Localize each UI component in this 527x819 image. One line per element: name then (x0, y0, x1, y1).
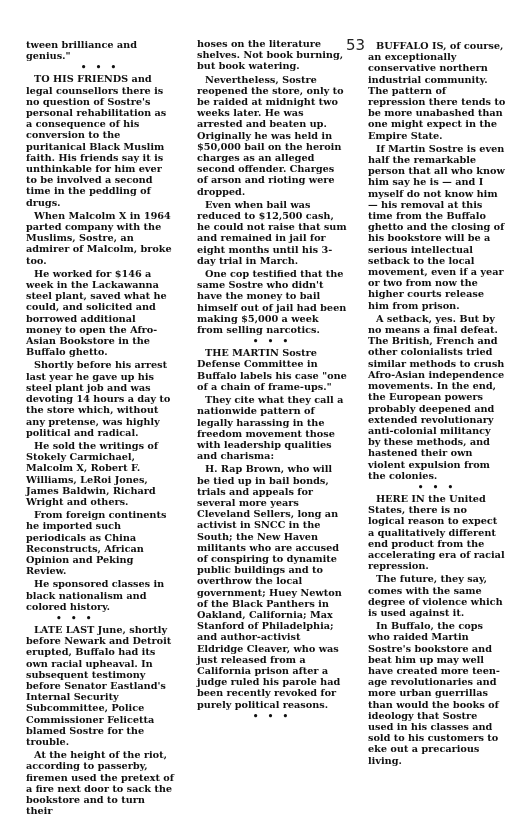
paragraph: From foreign continents he imported such periodicals as China Reconstructs, African Opinion and Peking Review. (26, 510, 167, 578)
paragraph-text: and legal counsellors there is no question of Sostre's personal rehabilitation as a consequence of his conversion to the puritanical Black Muslim faith. His friends say it is unthinkable for him ever to be involved a second time in the peddling of drugs. (26, 74, 167, 209)
paragraph: When Malcolm X in 1964 parted company with the Muslims, Sostre, an admirer of Malcolm, broke too. (26, 210, 172, 267)
paragraph: Nevertheless, Sostre reopened the store, only to be raided at midnight two weeks later. He was arrested and beaten up. Originally he was held in $50,000 bail on the heroin charges as an alleged second offender. Charges of arson and rioting were dropped. (197, 74, 344, 198)
section-divider: • • • (252, 337, 292, 348)
paragraph: Even when bail was reduced to $12,500 cash, he could not raise that sum and remained in jail for eight months until his 3-day trial in March. (197, 199, 347, 267)
paragraph-text: of course, an exceptionally conservative northern industrial community. The pattern of repression there tends to be more unabashed than one might expect in the Empire State. (368, 41, 506, 142)
paragraph (368, 41, 506, 142)
paragraph: In Buffalo, the cops who raided Martin Sostre's bookstore and beat him up may well have created more teen-age revolutionaries and more urban guerrillas than would the books of ideology that Sostre used in his classes and sold to his customers to eke out a precarious living. (368, 621, 500, 767)
column-1 (26, 40, 174, 819)
paragraph: At the height of the riot, according to passerby, firemen used the pretext of a fire next door to sack the bookstore and to turn their (26, 750, 174, 818)
section-divider: • • • (252, 711, 292, 722)
paragraph-text: June, shortly before Newark and Detroit erupted, Buffalo had its own racial upheaval. In subsequent testimony before Senator Eastland's Internal Security Subcommittee, Police Commissioner Felicetta blamed Sostre for the trouble. (26, 624, 172, 748)
section-divider: • • • (56, 613, 95, 624)
paragraph (26, 625, 174, 748)
paragraph (368, 494, 506, 572)
paragraph: The future, they say, comes with the same degree of violence which is used against it. (368, 574, 503, 619)
paragraph: He sold the writings of Stokely Carmichael, Malcolm X, Robert F. Williams, LeRoi Jones, James Baldwin, Richard Wright and others. (26, 440, 159, 508)
paragraph: He worked for $146 a week in the Lackawanna steel plant, saved what he could, and solicited and borrowed additional money to open the Afro-Asian Bookstore in the Buffalo ghetto. (26, 268, 167, 359)
lead-in: LATE LAST (34, 624, 95, 636)
section-divider: • • • (80, 63, 120, 74)
lead-in: THE MARTIN (205, 348, 279, 360)
paragraph: A setback, yes. But by no means a final defeat. The British, French and other colonialists tried similar methods to crush Afro-Asian independence movements. In the end, the European powers probably deepened and extended revolutionary anti-colonial militancy by these methods, and hastened their own violent expulsion from the colonies. (368, 313, 505, 482)
paragraph: If Martin Sostre is even half the remarkable person that all who know him say he is — and I myself do not know him — his removal at this time from the Buffalo ghetto and the closing of his bookstore will be a serious intellectual setback to the local movement, even if a year or two from now the higher courts release him from prison. (368, 143, 505, 312)
lead-in: BUFFALO IS, (376, 41, 447, 52)
paragraph: Shortly before his arrest last year he gave up his steel plant job and was devoting 14 hours a day to the store which, without any pretense, was highly political and radical. (26, 360, 171, 439)
paragraph: They cite what they call a nationwide pattern of legally harassing in the freedom movement those with leadership qualities and charisma: (197, 395, 344, 463)
paragraph: One cop testified that the same Sostre who didn't have the money to bail himself out of jail had been making $5,000 a week from selling narcotics. (197, 269, 347, 337)
paragraph-text: Sostre Defense Committee in Buffalo labels his case "one of a chain of frame-ups." (197, 348, 347, 393)
page-number: 53 (346, 36, 366, 54)
column-2 (197, 39, 347, 723)
lead-in: TO HIS FRIENDS (34, 74, 129, 86)
column-3 (368, 41, 506, 769)
paragraph (26, 74, 174, 208)
paragraph: H. Rap Brown, who will be tied up in bail bonds, trials and appeals for several more years Cleveland Sellers, long an activist in SNCC in the South; the New Haven militants who are accused of conspiring to dynamite public buildings and to overthrow the local government; Huey Newton of the Black Panthers in Oakland, California; Max Stanford of Philadelphia; and author-activist Eldridge Cleaver, who was just released from a California prison after a judge ruled his parole had been recently revoked for purely political reasons. (197, 464, 342, 711)
paragraph (197, 348, 347, 393)
paragraph: hoses on the literature shelves. Not book burning, but book watering. (197, 39, 344, 73)
section-divider: • • • (417, 482, 457, 493)
paragraph: tween brilliance and genius." (26, 40, 138, 63)
lead-in: HERE IN (376, 493, 425, 505)
paragraph-text: the United States, there is no logical reason to expect a qualitatively different end product from the accelerating era of racial repression. (368, 493, 505, 573)
paragraph: He sponsored classes in black nationalism and colored history. (26, 579, 165, 613)
